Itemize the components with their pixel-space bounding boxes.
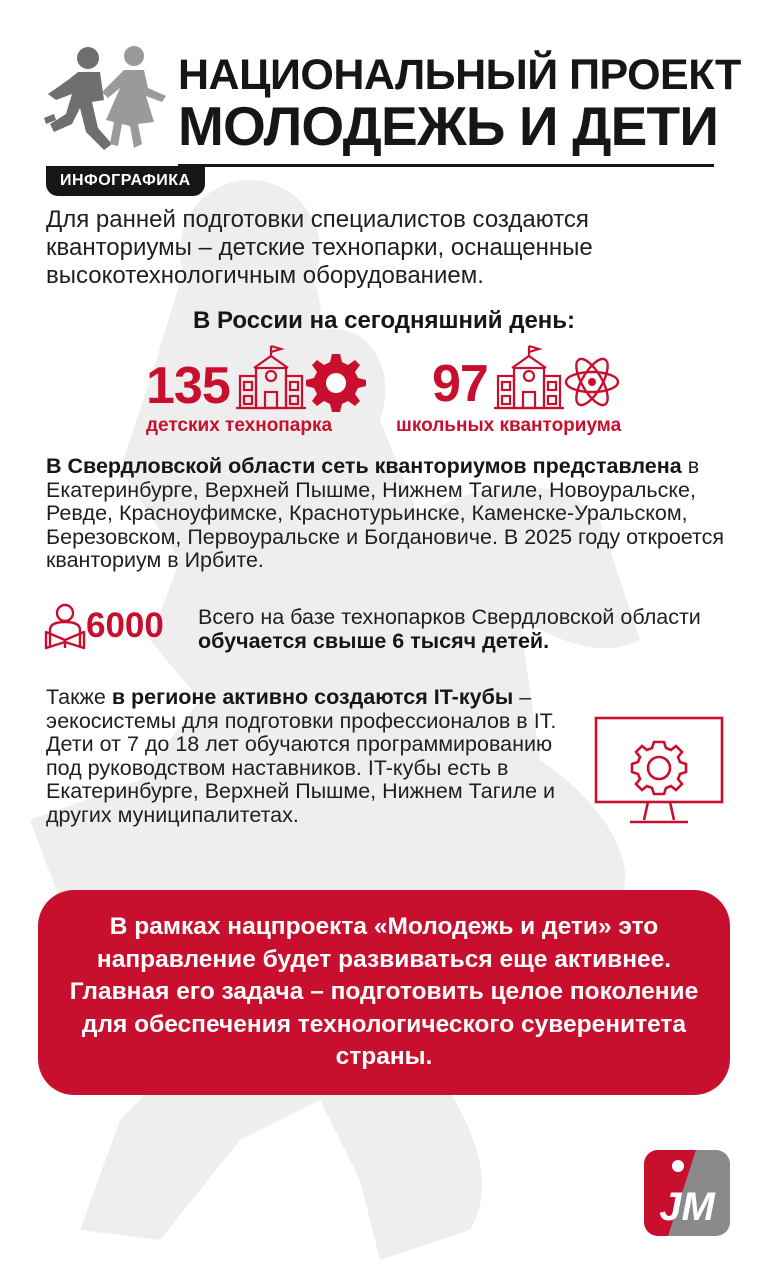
school-building-icon	[236, 344, 306, 412]
monitor-gear-icon	[594, 716, 724, 828]
gear-icon	[306, 352, 366, 412]
it-cubes-pre: Также	[46, 685, 112, 709]
students-count: 6000	[86, 606, 164, 645]
logo-text: JM	[659, 1185, 715, 1229]
it-cubes-text	[46, 686, 576, 827]
callout-banner	[38, 890, 730, 1095]
atom-icon	[564, 354, 620, 410]
stat-quantoriums-value: 97	[432, 355, 488, 413]
russia-heading: В России на сегодняшний день:	[192, 307, 576, 334]
infographic-tag: ИНФОГРАФИКА	[46, 166, 205, 196]
stat-technoparks-value: 135	[146, 357, 230, 415]
jm-logo	[644, 1150, 730, 1236]
intro-text: Для ранней подготовки специалистов создаются кванториумы – детские технопарки, оснащенные высокотехнологичным оборудованием.	[46, 206, 593, 289]
it-cubes-rest: – эекосистемы для подготовки профессионалов в IT. Дети от 7 до 18 лет обучаются программированию под руководством наставников. IT-кубы есть в Екатеринбурге, Верхней Пышме, Нижнем Тагиле и других муниципалитетах.	[46, 685, 557, 827]
callout-text: В рамках нацпроекта «Молодежь и дети» это направление будет развиваться еще активнее. Главная его задача – подготовить целое поколение для обеспечения технологического суверенитета страны.	[69, 913, 699, 1071]
region-text	[46, 455, 746, 573]
running-children-icon	[42, 44, 172, 156]
student-reading-icon	[44, 602, 86, 650]
school-building-icon	[494, 344, 564, 412]
region-text-rest: в Екатеринбурге, Верхней Пышме, Нижнем Тагиле, Новоуральске, Ревде, Красноуфимске, Краснотурьинске, Каменске-Уральском, Березовском, Первоуральске и Богдановиче. В 2025 году откроется кванториум в Ирбите.	[46, 454, 725, 572]
region-text-lead: В Свердловской области сеть кванториумов представлена	[46, 454, 682, 478]
students-text-bold: обучается свыше 6 тысяч детей.	[198, 628, 550, 653]
stat-quantoriums-label: школьных кванториума	[396, 415, 622, 436]
stat-technoparks-label: детских технопарка	[146, 415, 333, 436]
page-title-line2: МОЛОДЕЖЬ И ДЕТИ	[178, 95, 719, 157]
students-text-plain: Всего на базе технопарков Свердловской области	[198, 605, 701, 629]
students-text	[198, 606, 718, 653]
title-divider	[178, 164, 714, 167]
page-title-line1: НАЦИОНАЛЬНЫЙ ПРОЕКТ	[178, 51, 741, 99]
it-cubes-bold: в регионе активно создаются IT-кубы	[111, 685, 514, 709]
